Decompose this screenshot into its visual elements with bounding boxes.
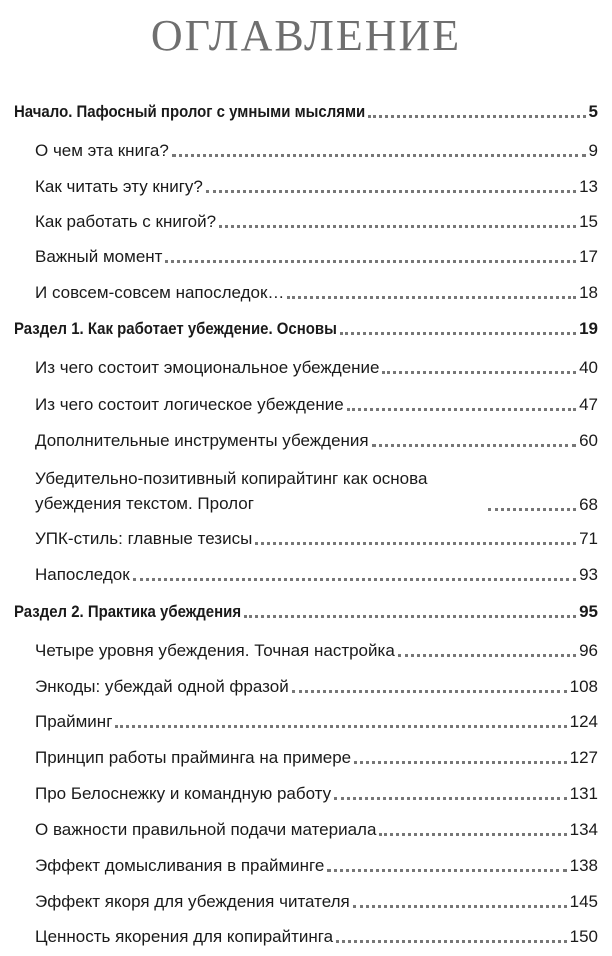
toc-item bbox=[35, 466, 598, 516]
toc-page-number: 13 bbox=[579, 177, 598, 196]
toc-page-number: 18 bbox=[579, 283, 598, 302]
toc-entry-title: Раздел 2. Практика убеждения bbox=[14, 602, 242, 621]
toc-item bbox=[35, 430, 598, 452]
dot-leader bbox=[172, 154, 586, 157]
toc-page-number: 138 bbox=[569, 856, 598, 875]
toc-item bbox=[35, 855, 598, 877]
dot-leader bbox=[347, 408, 576, 411]
dot-leader bbox=[372, 444, 576, 447]
toc-entry-title: Из чего состоит логическое убеждение bbox=[35, 395, 344, 414]
toc-item bbox=[35, 711, 598, 733]
toc-item bbox=[35, 176, 598, 198]
toc-item bbox=[35, 747, 598, 769]
dot-leader bbox=[353, 905, 567, 908]
toc-page-number: 150 bbox=[569, 927, 598, 946]
toc-entry-title: И совсем-совсем напоследок… bbox=[35, 283, 285, 302]
toc-entry-title: Принцип работы прайминга на примере bbox=[35, 748, 352, 767]
toc-item bbox=[35, 564, 598, 586]
toc-item bbox=[35, 640, 598, 662]
dot-leader bbox=[206, 190, 576, 193]
toc-page-number: 17 bbox=[579, 247, 598, 266]
toc-entry-title: Напоследок bbox=[35, 565, 130, 584]
toc-entry-title: Четыре уровня убеждения. Точная настройка bbox=[35, 641, 395, 660]
toc-entry-title: Прайминг bbox=[35, 712, 113, 731]
toc-page-number: 108 bbox=[569, 677, 598, 696]
toc-entry-title: О чем эта книга? bbox=[35, 141, 169, 160]
toc-page-number: 47 bbox=[579, 395, 598, 414]
toc-entry-title: Начало. Пафосный пролог с умными мыслями bbox=[14, 102, 366, 121]
dot-leader bbox=[488, 508, 576, 511]
toc-entry-title: Про Белоснежку и командную работу bbox=[35, 784, 332, 803]
toc-item bbox=[35, 926, 598, 948]
dot-leader bbox=[336, 940, 567, 943]
toc-page-number: 68 bbox=[579, 495, 598, 514]
dot-leader bbox=[287, 296, 576, 299]
toc-entry-title: Энкоды: убеждай одной фразой bbox=[35, 677, 289, 696]
toc-item bbox=[35, 528, 598, 550]
toc-page-number: 5 bbox=[588, 102, 598, 121]
toc-item bbox=[35, 140, 598, 162]
toc-page-number: 19 bbox=[579, 319, 598, 338]
dot-leader bbox=[327, 869, 566, 872]
toc-entry-title: Дополнительные инструменты убеждения bbox=[35, 431, 369, 450]
toc-item bbox=[35, 783, 598, 805]
toc-item bbox=[35, 676, 598, 698]
toc-page-number: 9 bbox=[588, 141, 598, 160]
toc-entry-title: Важный момент bbox=[35, 247, 163, 266]
toc-page-number: 145 bbox=[569, 892, 598, 911]
dot-leader bbox=[133, 578, 576, 581]
dot-leader bbox=[382, 371, 576, 374]
dot-leader bbox=[340, 332, 576, 335]
toc-entry-title: Ценность якорения для копирайтинга bbox=[35, 927, 334, 946]
toc-page-number: 71 bbox=[579, 529, 598, 548]
toc-page-number: 60 bbox=[579, 431, 598, 450]
toc-section-2 bbox=[14, 601, 598, 623]
dot-leader bbox=[368, 115, 585, 118]
toc-page-number: 131 bbox=[569, 784, 598, 803]
toc-item bbox=[35, 891, 598, 913]
dot-leader bbox=[165, 260, 576, 263]
dot-leader bbox=[115, 725, 566, 728]
toc-page-number: 93 bbox=[579, 565, 598, 584]
toc-page-number: 95 bbox=[579, 602, 598, 621]
toc-item bbox=[35, 394, 598, 416]
dot-leader bbox=[292, 690, 567, 693]
toc-page-number: 40 bbox=[579, 358, 598, 377]
dot-leader bbox=[379, 833, 566, 836]
toc-entry-title: Эффект домысливания в прайминге bbox=[35, 856, 325, 875]
toc-page-number: 127 bbox=[569, 748, 598, 767]
toc-entry-title: О важности правильной подачи материала bbox=[35, 820, 377, 839]
toc-entry-title: УПК-стиль: главные тезисы bbox=[35, 529, 253, 548]
toc-entry-title: Раздел 1. Как работает убеждение. Основы bbox=[14, 319, 337, 338]
toc-page-number: 134 bbox=[569, 820, 598, 839]
toc-entry-title: Эффект якоря для убеждения читателя bbox=[35, 892, 350, 911]
toc-item bbox=[35, 282, 598, 304]
toc-item bbox=[35, 211, 598, 233]
dot-leader bbox=[398, 654, 576, 657]
toc-section-1 bbox=[14, 318, 598, 340]
toc-item bbox=[35, 819, 598, 841]
toc-entry-title: Из чего состоит эмоциональное убеждение bbox=[35, 358, 380, 377]
toc-entry-title: Как работать с книгой? bbox=[35, 212, 217, 231]
toc-page-number: 96 bbox=[579, 641, 598, 660]
dot-leader bbox=[334, 797, 566, 800]
toc-entry-title: Как читать эту книгу? bbox=[35, 177, 203, 196]
dot-leader bbox=[354, 761, 566, 764]
dot-leader bbox=[255, 542, 576, 545]
page-title: ОГЛАВЛЕНИЕ bbox=[150, 11, 462, 60]
toc-section-prolog bbox=[14, 101, 598, 123]
dot-leader bbox=[244, 615, 576, 618]
toc-page-number: 124 bbox=[569, 712, 598, 731]
toc-entry-title: Убедительно-позитивный копирайтинг как основа убеждения текстом. Пролог bbox=[35, 469, 428, 513]
toc-item bbox=[35, 357, 598, 379]
toc-item bbox=[35, 246, 598, 268]
toc-page-number: 15 bbox=[579, 212, 598, 231]
dot-leader bbox=[219, 225, 576, 228]
